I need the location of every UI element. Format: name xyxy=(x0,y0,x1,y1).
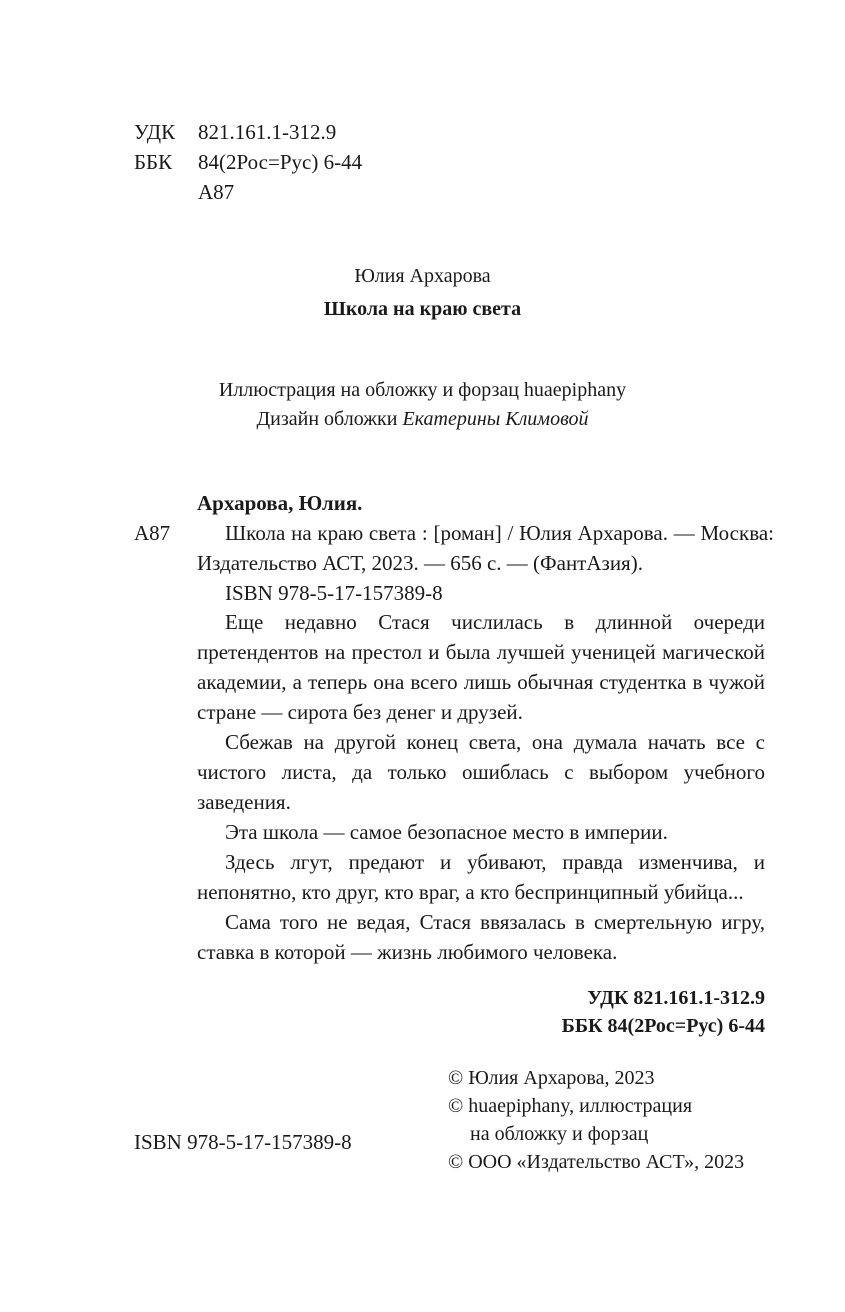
author-mark-row xyxy=(134,177,362,207)
copyright-publisher: © ООО «Издательство АСТ», 2023 xyxy=(448,1151,745,1173)
book-author: Юлия Архарова xyxy=(354,265,491,287)
biblio-author-heading: Архарова, Юлия. xyxy=(197,491,363,515)
biblio-isbn: ISBN 978-5-17-157389-8 xyxy=(225,581,443,605)
illustration-credit: Иллюстрация на обложку и форзац huaepiphany xyxy=(218,379,627,401)
annotation-paragraph: Еще недавно Стася числилась в длинной очереди претендентов на престол и была лучшей ученицей магической академии, а теперь она всего лишь обычная студентка в чужой стране — сирота без денег и друзей. xyxy=(197,610,765,724)
biblio-author-mark: А87 xyxy=(134,521,171,545)
author-mark-value: А87 xyxy=(198,180,235,204)
biblio-description: Школа на краю света : [роман] / Юлия Архарова. — Москва: Издательство АСТ, 2023. — 656 с. — (ФантАзия). xyxy=(197,521,774,575)
annotation-block xyxy=(197,607,765,967)
udk-row xyxy=(134,117,362,147)
classification-codes-block xyxy=(134,117,362,207)
udk-label: УДК xyxy=(134,120,176,144)
copyright-block xyxy=(448,1064,778,1176)
bbk-label: ББК xyxy=(134,150,173,174)
annotation-paragraph: Здесь лгут, предают и убивают, правда изменчива, и непонятно, кто друг, кто враг, а кто беспринципный убийца... xyxy=(197,850,765,904)
credits-block xyxy=(0,376,845,434)
isbn-bottom: ISBN 978-5-17-157389-8 xyxy=(134,1130,352,1154)
classification-codes-bottom xyxy=(365,984,765,1040)
cover-designer-name: Екатерины Климовой xyxy=(402,408,589,430)
udk-value: 821.161.1-312.9 xyxy=(198,120,337,144)
bbk-bottom: ББК 84(2Рос=Рус) 6-44 xyxy=(561,1015,765,1037)
title-block xyxy=(0,262,845,324)
bbk-row xyxy=(134,147,362,177)
author-mark-spacer xyxy=(134,177,198,207)
bibliographic-record xyxy=(134,488,774,608)
biblio-body xyxy=(134,518,774,608)
annotation-paragraph: Эта школа — самое безопасное место в империи. xyxy=(225,820,668,844)
udk-bottom: УДК 821.161.1-312.9 xyxy=(587,987,765,1009)
book-title: Школа на краю света xyxy=(323,298,522,320)
copyright-illustrator-detail: на обложку и форзац xyxy=(470,1123,649,1145)
bbk-value: 84(2Рос=Рус) 6-44 xyxy=(198,150,363,174)
annotation-paragraph: Сбежав на другой конец света, она думала начать все с чистого листа, да только ошиблась с выбором учебного заведения. xyxy=(197,730,765,814)
copyright-author: © Юлия Архарова, 2023 xyxy=(448,1067,655,1089)
cover-design-credit xyxy=(0,405,845,434)
annotation-paragraph: Сама того не ведая, Стася ввязалась в смертельную игру, ставка в которой — жизнь любимого человека. xyxy=(197,910,765,964)
copyright-illustrator: © huaepiphany, иллюстрация xyxy=(448,1095,693,1117)
cover-design-prefix: Дизайн обложки xyxy=(256,408,403,430)
